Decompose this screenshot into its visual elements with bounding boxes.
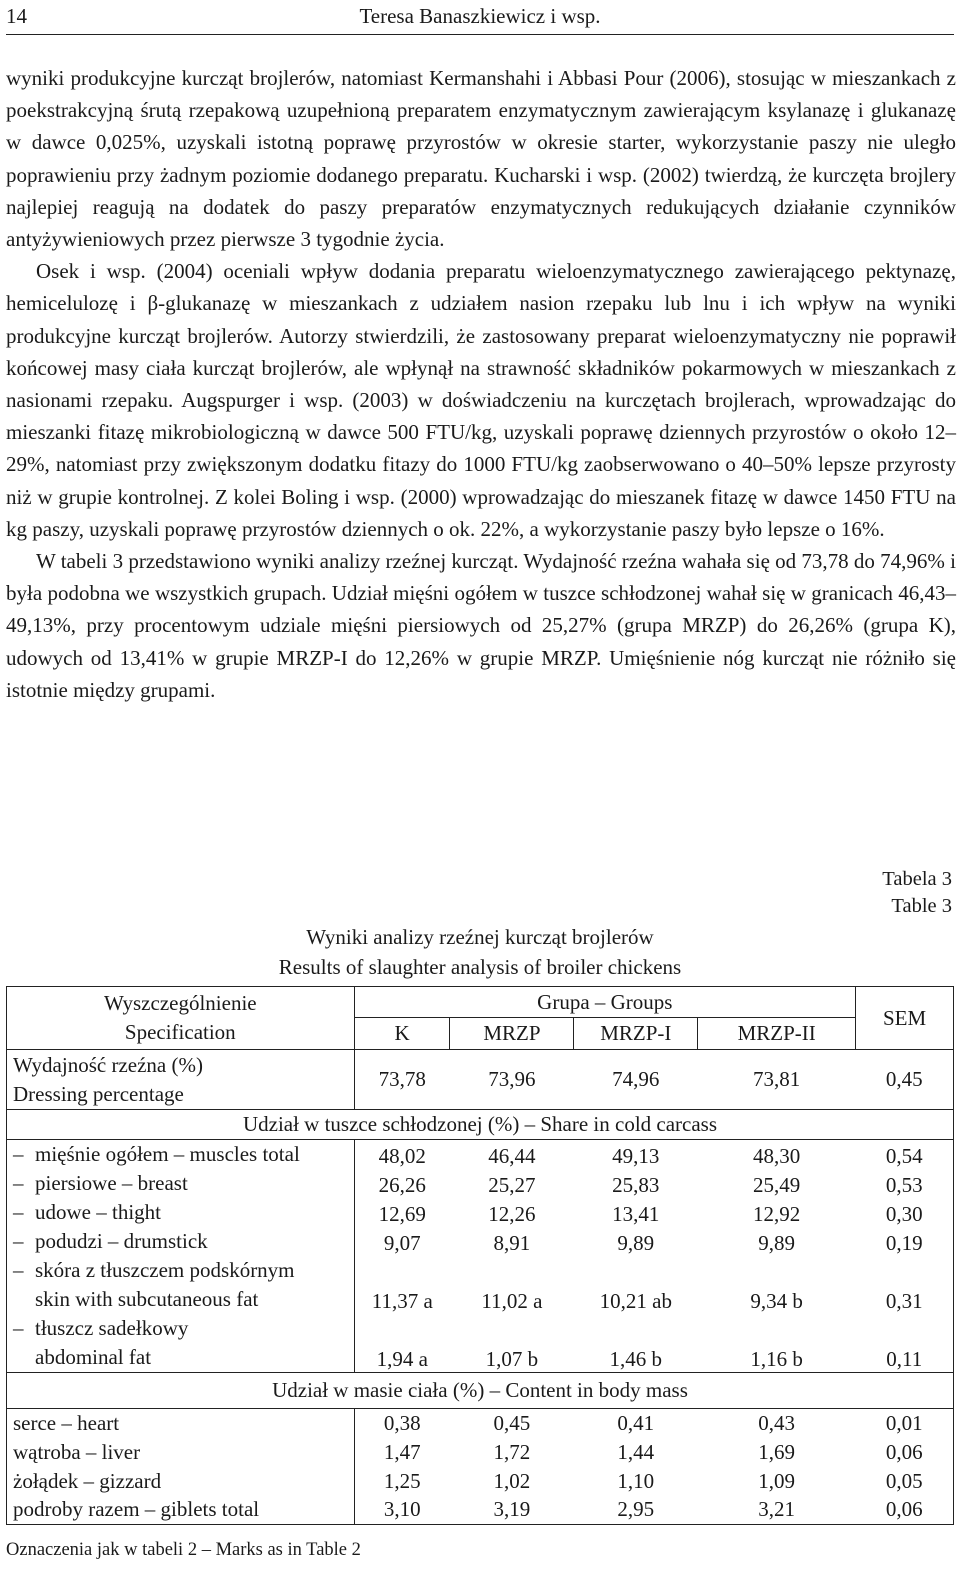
group-header: MRZP-I [574,1018,698,1050]
paragraph: wyniki produkcyjne kurcząt brojlerów, natomiast Kermanshahi i Abbasi Pour (2006), stosując w mieszankach z poekstrakcyjną śrutą rzepakową uzupełnioną preparatem enzymatycznym zawierającym ksylanazę i glukanazę w dawce 0,025%, uzyskali istotną poprawę przyrostów w okresie starter, wykorzystanie paszy nie uległo poprawieniu przy żadnym poziomie dodanego preparatu. Kucharski i wsp. (2002) twierdzą, że kurczęta brojlery najlepiej reagują na dodatek do paszy preparatów enzymatycznych redukujących działanie czynników antyżywieniowych przez pierwsze 3 tygodnie życia. [6,66,956,252]
table-cell: 1,69 [758,1439,796,1464]
table-cell: 0,38 [383,1410,421,1435]
table-cell: 9,89 [758,1231,796,1255]
table-cell: 73,96 [488,1067,536,1091]
table-cell: 25,83 [612,1173,660,1197]
table-row [7,1227,954,1256]
row-label [7,1140,355,1170]
table-cell: 25,49 [753,1173,801,1197]
body-mass-rows [7,1409,954,1525]
table-title-en: Results of slaughter analysis of broiler chickens [278,955,682,979]
table-cell: 9,07 [383,1231,421,1255]
dash-item [13,1140,348,1169]
table-cell: 1,09 [758,1468,796,1493]
row-label-pl: udowe – thight [35,1200,161,1224]
row-label [7,1227,355,1256]
row-label: serce – heart [7,1409,355,1438]
table-cell: 0,11 [886,1347,923,1371]
table-cell: 0,31 [885,1289,923,1313]
table-cell: 9,89 [617,1231,655,1255]
row-label: podroby razem – giblets total [7,1496,355,1525]
body-text [6,62,956,706]
row-label [7,1314,355,1373]
dash-mark: – [13,1258,24,1282]
table-row [7,1467,954,1496]
table-cell: 46,44 [488,1144,536,1168]
table-cell: 1,47 [383,1439,421,1464]
results-table [6,986,954,1525]
row-label-pl: mięśnie ogółem – muscles total [35,1142,300,1166]
table-cell: 3,10 [383,1497,421,1522]
table-cell: 0,05 [885,1468,923,1493]
dash-item [13,1227,348,1256]
row-label [7,1050,355,1110]
dash-mark: – [13,1229,24,1253]
group-header: K [354,1018,450,1050]
table-cell: 12,69 [378,1202,426,1226]
dash-item [13,1256,348,1314]
table-cell: 0,54 [885,1144,923,1168]
row-label-en: skin with subcutaneous fat [35,1287,259,1311]
row-label: żołądek – gizzard [7,1467,355,1496]
running-title: Teresa Banaszkiewicz i wsp. [359,4,601,28]
table-row [7,1198,954,1227]
row-label-en: abdominal fat [35,1345,152,1369]
table-cell: 3,19 [493,1497,531,1522]
row-label-pl: tłuszcz sadełkowy [35,1316,189,1340]
table-cell: 26,26 [378,1173,426,1197]
paragraph: W tabeli 3 przedstawiono wyniki analizy rzeźnej kurcząt. Wydajność rzeźna wahała się od 73,78 do 74,96% i była podobna we wszystkich grupach. Udział mięśni ogółem w tuszce schłodzonej wahał się w granicach 46,43–49,13%, przy procentowym udziale mięśni piersiowych od 25,27% (grupa MRZP) do 26,26% (grupa K), udowych od 13,41% w grupie MRZP-I do 12,26% w grupie MRZP. Umięśnienie nóg kurcząt nie różniło się istotnie między grupami. [6,549,956,702]
dash-mark: – [13,1171,24,1195]
spec-header-en: Specification [124,1020,236,1044]
table-cell: 1,16 b [750,1347,803,1371]
table-title-pl: Wyniki analizy rzeźnej kurcząt brojlerów [306,925,654,949]
carcass-rows [7,1140,954,1373]
sem-header: SEM [856,987,954,1050]
table-cell: 11,02 a [481,1289,543,1313]
running-header [6,0,954,35]
dash-mark: – [13,1316,24,1340]
row-label [7,1169,355,1198]
table-cell: 0,06 [885,1439,923,1464]
table-cell: 25,27 [488,1173,536,1197]
table-cell: 0,06 [885,1497,923,1522]
table-cell: 11,37 a [371,1289,433,1313]
table-label [882,866,952,920]
table-cell: 0,45 [885,1067,923,1091]
table-cell: 1,44 [617,1439,655,1464]
table-row [7,1314,954,1373]
dressing-row [7,1050,954,1110]
table-cell: 73,81 [753,1067,801,1091]
table-cell: 48,30 [753,1144,801,1168]
table-cell: 1,72 [493,1439,531,1464]
table-cell: 49,13 [612,1144,660,1168]
table-cell: 73,78 [378,1067,426,1091]
group-header: MRZP-II [698,1018,856,1050]
table-cell: 0,45 [493,1410,531,1435]
table-cell: 2,95 [617,1497,655,1522]
table-label-pl: Tabela 3 [882,868,952,890]
table-cell: 3,21 [758,1497,796,1522]
table-cell: 9,34 b [750,1289,803,1313]
dash-item [13,1198,348,1227]
table-cell: 0,19 [885,1231,923,1255]
table-row [7,1496,954,1525]
table-footnote: Oznaczenia jak w tabeli 2 – Marks as in Table 2 [6,1540,361,1560]
table-title [0,922,960,982]
table-cell: 0,53 [885,1173,923,1197]
row-label [7,1198,355,1227]
row-label [7,1256,355,1314]
dash-mark: – [13,1142,24,1166]
dash-mark: – [13,1200,24,1224]
row-label-en: Dressing percentage [13,1081,184,1106]
table-cell: 74,96 [612,1067,660,1091]
row-label-pl: podudzi – drumstick [35,1229,208,1253]
table-cell: 0,43 [758,1410,796,1435]
table-cell: 12,92 [753,1202,801,1226]
group-header: MRZP [450,1018,574,1050]
table-cell: 0,01 [885,1410,923,1435]
table-cell: 48,02 [378,1144,426,1168]
table-cell: 1,07 b [485,1347,539,1371]
spec-header-pl: Wyszczególnienie [103,991,257,1015]
table-cell: 13,41 [612,1202,660,1226]
table-cell: 0,41 [617,1410,655,1435]
row-label-pl: piersiowe – breast [35,1171,188,1195]
table-cell: 1,10 [617,1468,655,1493]
section-header-body: Udział w masie ciała (%) – Content in body mass [272,1378,688,1402]
table-row [7,1256,954,1314]
table-cell: 12,26 [488,1202,536,1226]
row-label-pl: Wydajność rzeźna (%) [13,1052,203,1077]
row-label: wątroba – liver [7,1438,355,1467]
table-cell: 1,94 a [376,1347,428,1371]
table-cell: 8,91 [493,1231,531,1255]
table-row [7,1438,954,1467]
paragraph: Osek i wsp. (2004) oceniali wpływ dodania preparatu wieloenzymatycznego zawierającego pektynazę, hemicelulozę i β-glukanazę w mieszankach z udziałem nasion rzepaku lub lnu i ich wpływ na wyniki produkcyjne kurcząt brojlerów. Autorzy stwierdzili, że zastosowany preparat wieloenzymatyczny nie poprawił końcowej masy ciała kurcząt brojlerów, ale wpłynął na strawność składników pokarmowych w mieszankach z nasionami rzepaku. Augspurger i wsp. (2003) w doświadczeniu na kurczętach brojlerach, wprowadzając do mieszanki fitazę mikrobiologiczną w dawce 500 FTU/kg, uzyskali poprawę dziennych przyrostów o około 12–29%, natomiast przy zwiększonym dodatku fitazy do 1000 FTU/kg zaobserwowano o 40–50% lepsze przyrosty niż w grupie kontrolnej. Z kolei Boling i wsp. (2000) wprowadzając do mieszanek fitazę w dawce 1450 FTU na kg paszy, uzyskali poprawę przyrostów dziennych o ok. 22%, a wykorzystanie paszy było lepsze o 16%. [6,259,956,541]
dash-item [13,1169,348,1198]
groups-header: Grupa – Groups [537,989,673,1014]
table-cell: 0,30 [885,1202,923,1226]
dash-item [13,1314,348,1372]
table-row [7,1409,954,1438]
table-cell: 1,02 [493,1468,531,1493]
table-row [7,1169,954,1198]
spec-header [7,987,355,1050]
table-cell: 1,25 [383,1468,421,1493]
table-row [7,1140,954,1170]
section-header-carcass: Udział w tuszce schłodzonej (%) – Share in cold carcass [242,1112,718,1136]
table-label-en: Table 3 [891,895,952,917]
table-cell: 1,46 b [609,1347,663,1371]
row-label-pl: skóra z tłuszczem podskórnym [35,1258,295,1282]
page-number: 14 [6,4,27,28]
table-cell: 10,21 ab [599,1289,672,1313]
